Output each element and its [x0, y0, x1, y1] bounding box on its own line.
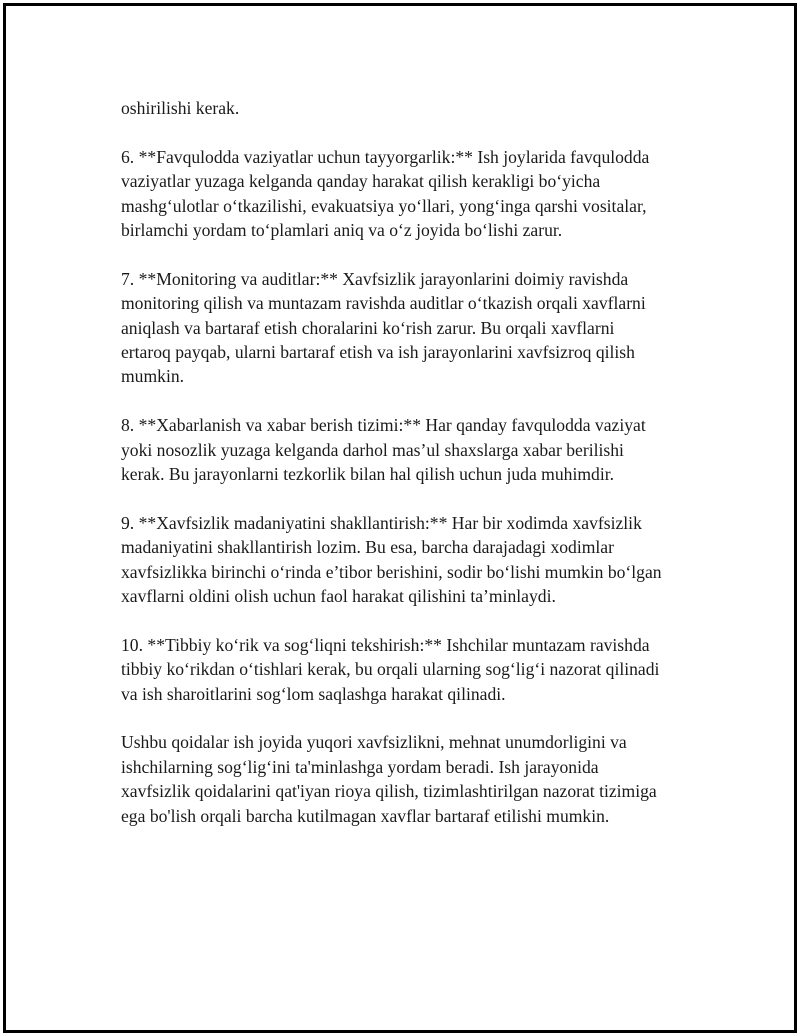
paragraph-item-7 — [121, 267, 701, 389]
text-line: 9. **Xavfsizlik madaniyatini shakllantirish:** Har bir xodimda xavfsizlik — [121, 512, 642, 533]
paragraph-item-6 — [121, 145, 701, 243]
text-line: mumkin. — [121, 366, 185, 387]
paragraph-conclusion — [121, 730, 701, 828]
text-line: monitoring qilish va muntazam ravishda auditlar o‘tkazish orqali xavflarni — [121, 293, 646, 314]
text-line: 6. **Favqulodda vaziyatlar uchun tayyorgarlik:** Ish joylarida favqulodda — [121, 146, 650, 167]
text-line: vaziyatlar yuzaga kelganda qanday harakat qilish kerakligi bo‘yicha — [121, 171, 601, 192]
text-line: xavfsizlik qoidalarini qat'iyan rioya qilish, tizimlashtirilgan nazorat tizimiga — [121, 781, 657, 802]
text-line: xavfsizlikka birinchi o‘rinda e’tibor berishini, sodir bo‘lishi mumkin bo‘lgan — [121, 561, 662, 582]
text-line: xavflarni oldini olish uchun faol harakat qilishini ta’minlaydi. — [121, 586, 556, 607]
text-line: aniqlash va bartaraf etish choralarini ko‘rish zarur. Bu orqali xavflarni — [121, 317, 615, 338]
text-line: kerak. Bu jarayonlarni tezkorlik bilan hal qilish uchun juda muhimdir. — [121, 464, 615, 485]
text-line: birlamchi yordam to‘plamlari aniq va o‘z joyida bo‘lishi zarur. — [121, 220, 563, 241]
paragraph-continuation — [121, 96, 701, 120]
paragraph-item-9 — [121, 511, 701, 609]
paragraph-item-8 — [121, 413, 701, 486]
text-line: ishchilarning sog‘lig‘ini ta'minlashga yordam beradi. Ish jarayonida — [121, 756, 599, 777]
text-line: yoki nosozlik yuzaga kelganda darhol mas’ul shaxslarga xabar berilishi — [121, 439, 624, 460]
text-line: mashg‘ulotlar o‘tkazilishi, evakuatsiya yo‘llari, yong‘inga qarshi vositalar, — [121, 195, 647, 216]
text-line: madaniyatini shakllantirish lozim. Bu esa, barcha darajadagi xodimlar — [121, 537, 614, 558]
document-body — [121, 96, 701, 852]
text-line: oshirilishi kerak. — [121, 98, 240, 118]
text-line: Ushbu qoidalar ish joyida yuqori xavfsizlikni, mehnat unumdorligini va — [121, 732, 627, 753]
text-line: 8. **Xabarlanish va xabar berish tizimi:** Har qanday favqulodda vaziyat — [121, 415, 646, 436]
text-line: ega bo'lish orqali barcha kutilmagan xavflar bartaraf etilishi mumkin. — [121, 805, 610, 826]
paragraph-item-10 — [121, 633, 701, 706]
page-frame — [3, 3, 797, 1033]
text-line: ertaroq payqab, ularni bartaraf etish va ish jarayonlarini xavfsizroq qilish — [121, 342, 635, 363]
text-line: tibbiy ko‘rikdan o‘tishlari kerak, bu orqali ularning sog‘lig‘i nazorat qilinadi — [121, 659, 660, 680]
text-line: 10. **Tibbiy ko‘rik va sog‘liqni tekshirish:** Ishchilar muntazam ravishda — [121, 634, 650, 655]
text-line: 7. **Monitoring va auditlar:** Xavfsizlik jarayonlarini doimiy ravishda — [121, 268, 629, 289]
text-line: va ish sharoitlarini sog‘lom saqlashga harakat qilinadi. — [121, 683, 506, 704]
